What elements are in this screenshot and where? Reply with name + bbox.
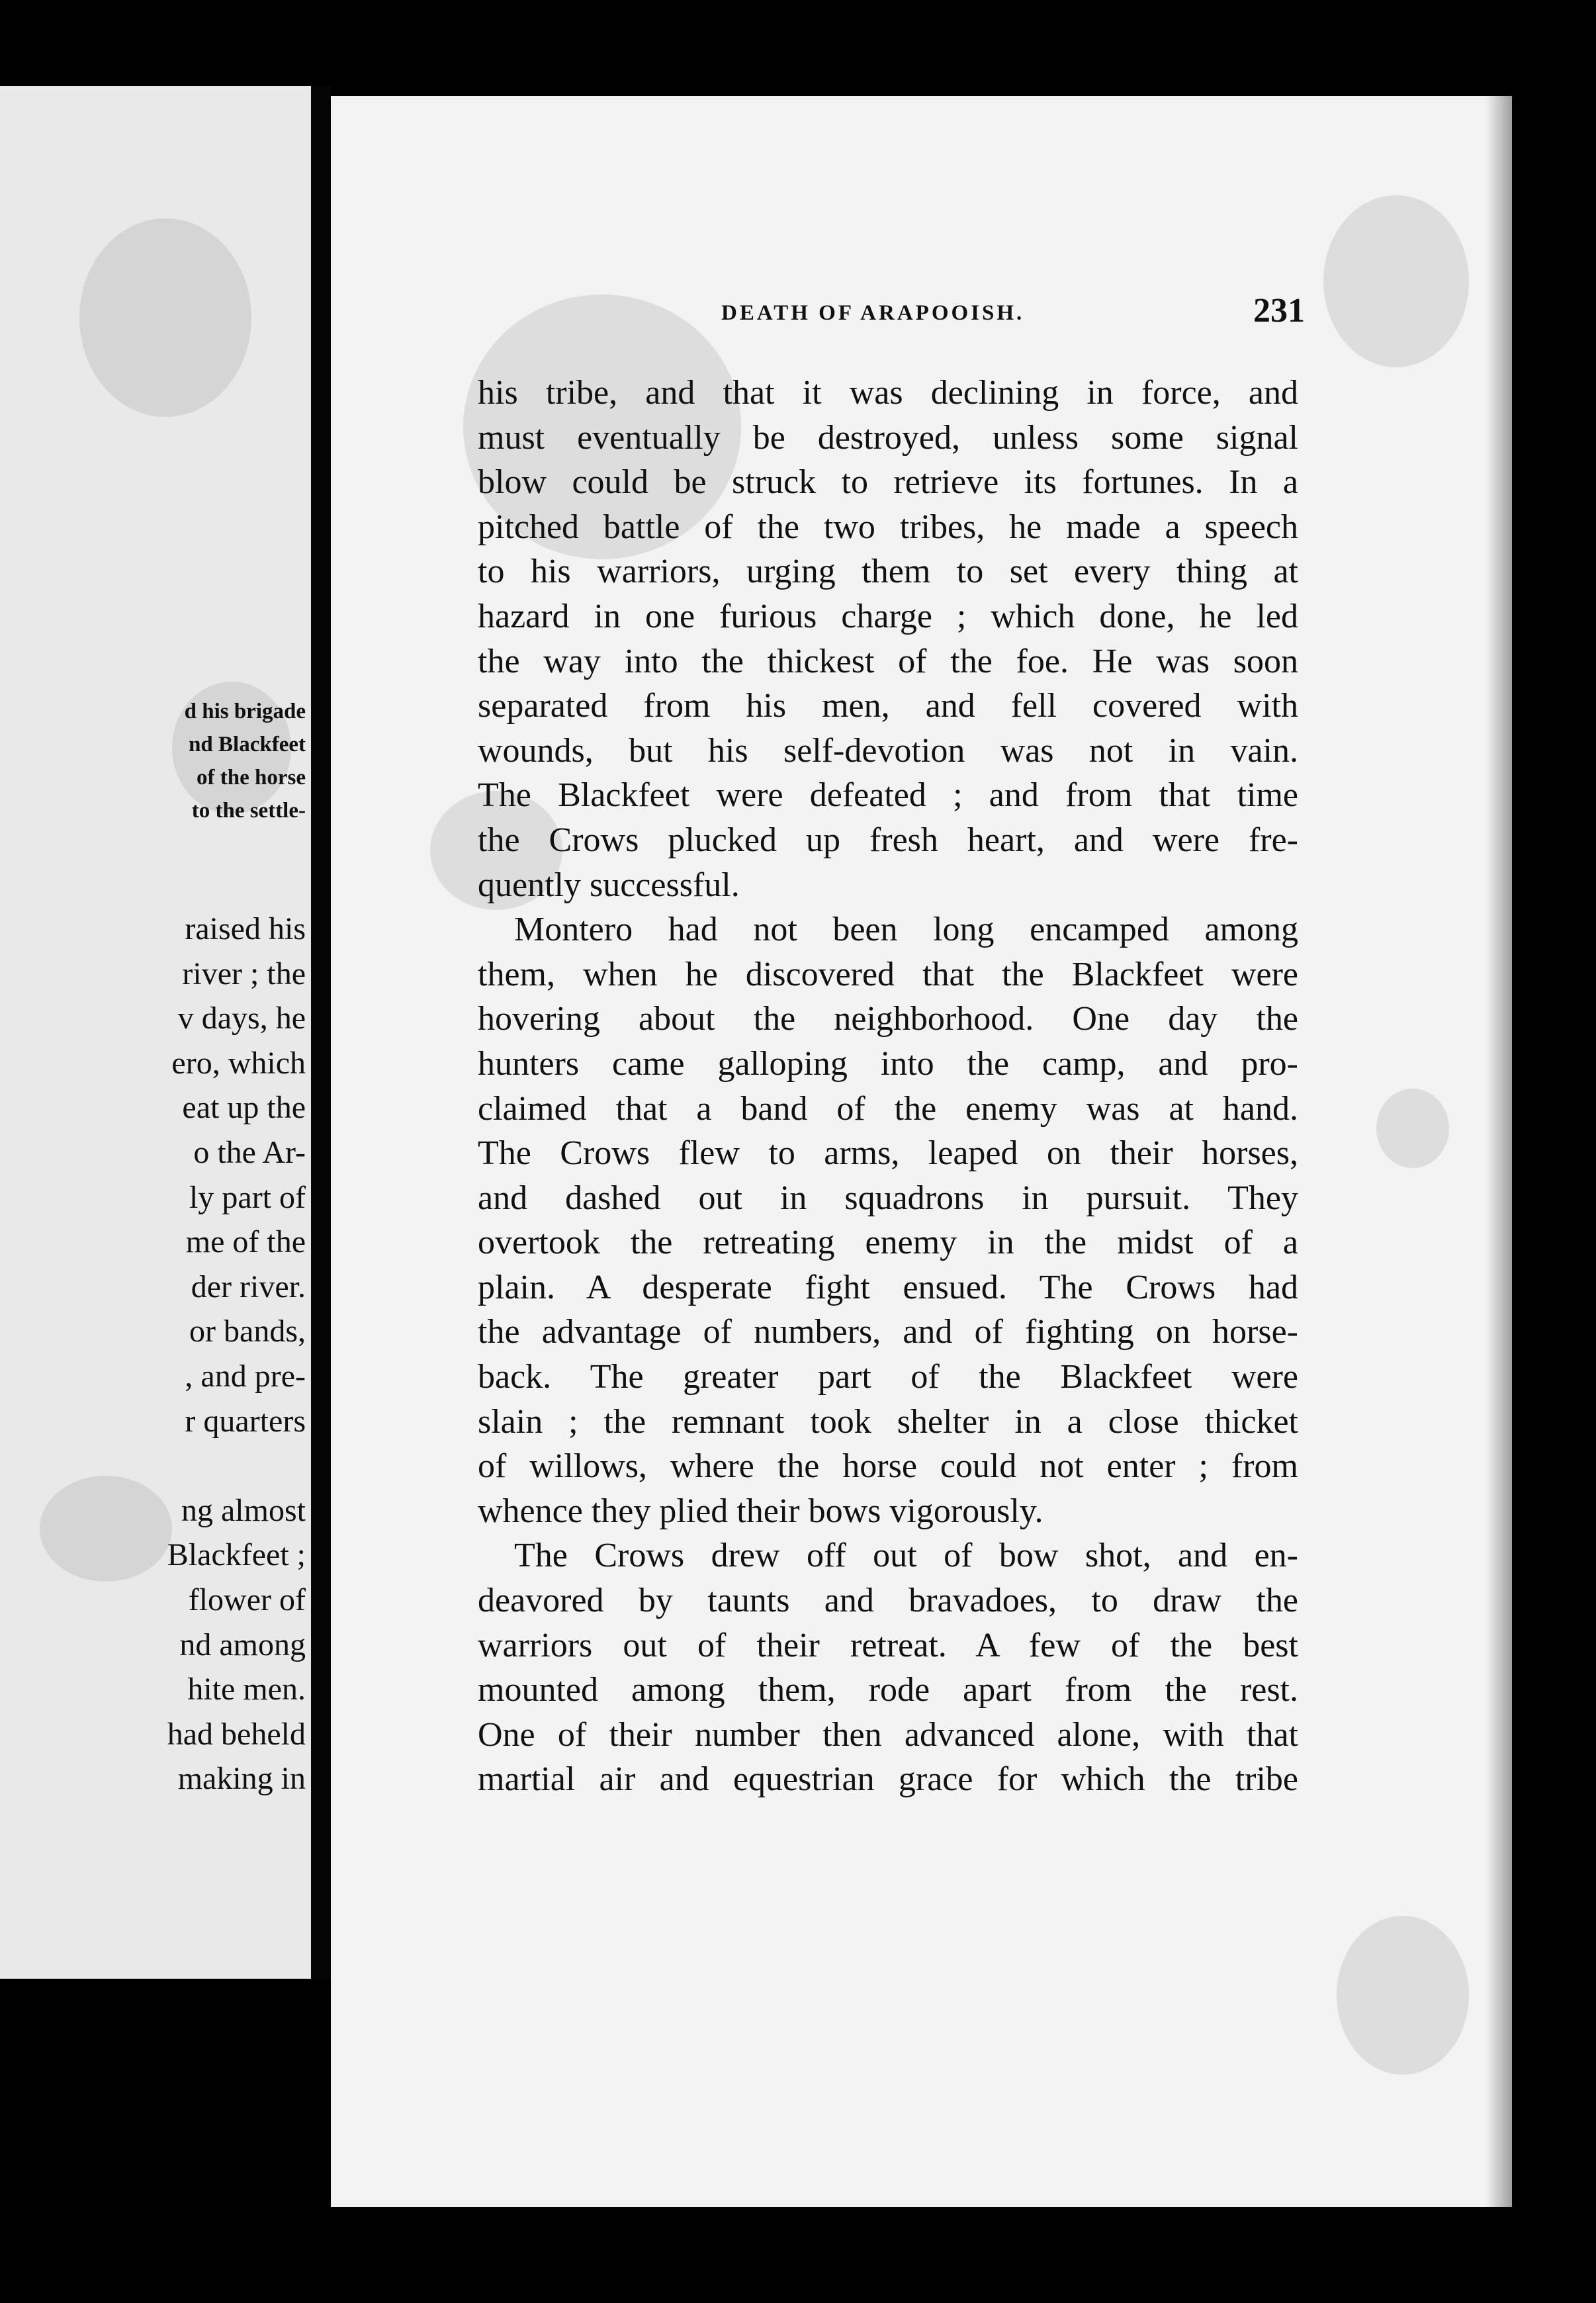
- text-line: his tribe, and that it was declining in force, and: [478, 374, 1298, 412]
- text-line: plain. A desperate fight ensued. The Crows had: [478, 1268, 1298, 1306]
- left-page: [0, 86, 311, 1979]
- left-body-line: , and pre-: [185, 1358, 306, 1394]
- left-body-line: ero, which: [171, 1045, 306, 1081]
- text-line: overtook the retreating enemy in the midst of a: [478, 1224, 1298, 1262]
- left-body-line: der river.: [191, 1269, 306, 1304]
- left-body-line: ng almost: [181, 1492, 306, 1528]
- text-line: the Crows plucked up fresh heart, and were fre-: [478, 821, 1298, 859]
- text-line: hazard in one furious charge ; which done, he led: [478, 597, 1298, 635]
- page-stain: [40, 1476, 172, 1582]
- left-body-line: ly part of: [189, 1179, 306, 1215]
- text-line: The Blackfeet were defeated ; and from that time: [478, 776, 1298, 815]
- text-line: hunters came galloping into the camp, and pro-: [478, 1044, 1298, 1083]
- text-line: the way into the thickest of the foe. He was soon: [478, 642, 1298, 680]
- left-body-line: had beheld: [167, 1716, 306, 1752]
- page-stain: [1323, 195, 1469, 367]
- left-footnote-line: nd Blackfeet: [189, 733, 306, 756]
- left-footnote-block: [185, 695, 306, 827]
- page-stain: [1337, 1916, 1469, 2075]
- left-body-line: o the Ar-: [193, 1134, 306, 1170]
- left-body-line: or bands,: [189, 1314, 306, 1349]
- left-footnote-line: of the horse: [197, 766, 306, 790]
- page-number: 231: [1253, 292, 1305, 330]
- text-line: them, when he discovered that the Blackfeet were: [478, 955, 1298, 993]
- text-line: The Crows flew to arms, leaped on their horses,: [478, 1134, 1298, 1173]
- text-line: Montero had not been long encamped among: [514, 911, 1298, 949]
- text-line: warriors out of their retreat. A few of the best: [478, 1626, 1298, 1664]
- left-body-line: hite men.: [187, 1672, 306, 1707]
- left-body-line: eat up the: [182, 1090, 306, 1126]
- text-line: quently successful.: [478, 866, 740, 904]
- text-line: to his warriors, urging them to set every thing at: [478, 553, 1298, 591]
- left-body-line: [167, 1443, 306, 1488]
- left-body-line: v days, he: [177, 1001, 306, 1036]
- page-stain: [1376, 1089, 1449, 1168]
- left-body-line: Blackfeet ;: [167, 1537, 306, 1573]
- text-line: back. The greater part of the Blackfeet were: [478, 1358, 1298, 1396]
- text-line: One of their number then advanced alone, with that: [478, 1715, 1298, 1754]
- left-body-line: r quarters: [185, 1403, 306, 1439]
- text-line: separated from his men, and fell covered with: [478, 687, 1298, 725]
- text-line: must eventually be destroyed, unless some signal: [478, 418, 1298, 457]
- left-body-line: flower of: [188, 1582, 306, 1617]
- left-body-line: raised his: [185, 911, 306, 946]
- text-line: slain ; the remnant took shelter in a close thicket: [478, 1402, 1298, 1441]
- page-stain: [79, 218, 251, 417]
- text-line: claimed that a band of the enemy was at hand.: [478, 1089, 1298, 1128]
- running-head: DEATH OF ARAPOOISH.: [721, 301, 1025, 325]
- text-line: the advantage of numbers, and of fighting on horse-: [478, 1313, 1298, 1351]
- left-body-text: [167, 907, 306, 1801]
- text-line: mounted among them, rode apart from the rest.: [478, 1671, 1298, 1709]
- left-body-line: river ; the: [182, 956, 306, 991]
- text-line: of willows, where the horse could not enter ; from: [478, 1447, 1298, 1486]
- left-body-line: making in: [177, 1761, 306, 1797]
- text-line: whence they plied their bows vigorously.: [478, 1492, 1043, 1530]
- text-line: hovering about the neighborhood. One day the: [478, 1000, 1298, 1038]
- book-gutter: [311, 86, 331, 1979]
- text-line: blow could be struck to retrieve its fortunes. In a: [478, 463, 1298, 502]
- left-body-line: me of the: [185, 1224, 306, 1260]
- left-footnote-line: to the settle-: [191, 799, 306, 823]
- text-line: martial air and equestrian grace for which the tribe: [478, 1760, 1298, 1799]
- text-line: and dashed out in squadrons in pursuit. They: [478, 1179, 1298, 1217]
- right-body-text: [478, 371, 1298, 1802]
- text-line: pitched battle of the two tribes, he made a speech: [478, 508, 1298, 546]
- text-line: deavored by taunts and bravadoes, to draw the: [478, 1582, 1298, 1620]
- text-line: wounds, but his self-devotion was not in vain.: [478, 731, 1298, 770]
- left-body-line: nd among: [179, 1627, 306, 1662]
- text-line: The Crows drew off out of bow shot, and en-: [514, 1537, 1298, 1575]
- left-footnote-line: d his brigade: [184, 700, 306, 723]
